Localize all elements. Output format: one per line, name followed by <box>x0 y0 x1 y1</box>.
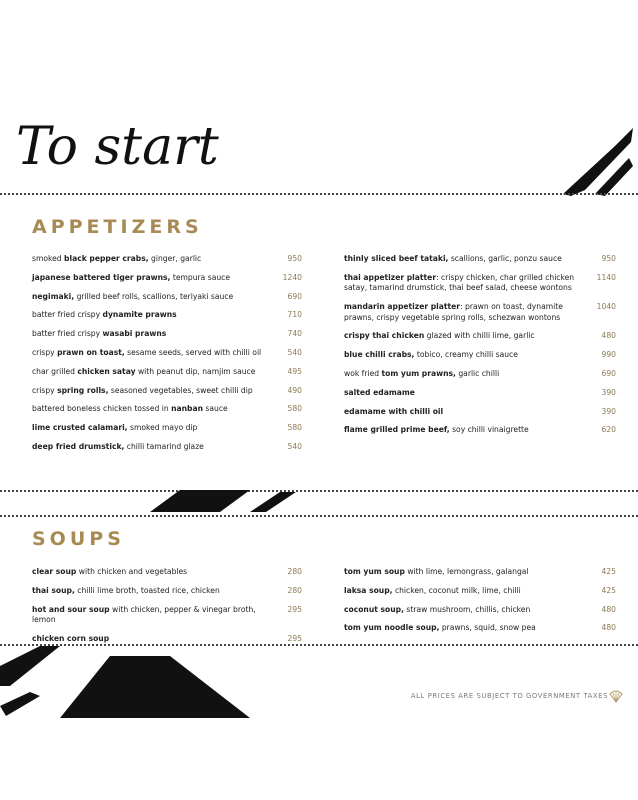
menu-item-prefix: smoked <box>32 254 65 263</box>
menu-item-description <box>32 586 278 597</box>
menu-item <box>344 254 616 265</box>
menu-item-description <box>32 605 278 626</box>
menu-item-suffix: prawns, squid, snow pea <box>439 623 536 633</box>
menu-item-name: thinly sliced beef tataki, <box>344 254 449 263</box>
menu-item-price: 540 <box>287 441 302 451</box>
menu-item <box>344 623 616 634</box>
menu-item-suffix: glazed with chilli lime, garlic <box>424 331 535 341</box>
menu-item-price: 1240 <box>282 272 302 282</box>
menu-item-suffix: garlic chilli <box>455 368 500 378</box>
menu-item <box>32 634 302 645</box>
menu-item <box>344 331 616 342</box>
menu-item-name: salted edamame <box>344 387 415 397</box>
menu-item-name: coconut soup, <box>344 604 404 614</box>
menu-item-name: hot and sour soup <box>32 604 110 614</box>
divider-top <box>0 193 638 195</box>
menu-item-suffix: ginger, garlic <box>148 254 202 263</box>
menu-item-prefix: batter fried crispy <box>32 329 103 339</box>
appetizers-title: APPETIZERS <box>32 216 203 238</box>
menu-item-price: 295 <box>287 633 302 643</box>
menu-item-price: 390 <box>601 387 616 397</box>
menu-item-suffix: with lime, lemongrass, galangal <box>404 567 529 576</box>
menu-item-name: flame grilled prime beef, <box>344 425 450 435</box>
menu-item-description <box>32 386 278 397</box>
menu-item-name: tom yum noodle soup, <box>344 623 440 633</box>
soups-right-column <box>344 567 616 642</box>
menu-item-price: 390 <box>601 406 616 416</box>
menu-item-price: 540 <box>287 347 302 357</box>
menu-item-price: 620 <box>601 425 616 435</box>
menu-item <box>344 605 616 616</box>
menu-item-suffix: straw mushroom, chillis, chicken <box>404 604 531 614</box>
menu-item-description <box>344 623 592 634</box>
menu-item-prefix: wok fried <box>344 368 382 378</box>
menu-item-suffix: with peanut dip, namjim sauce <box>135 366 256 376</box>
menu-item <box>32 348 302 359</box>
menu-item <box>344 407 616 418</box>
menu-item-name: edamame with chilli oil <box>344 406 444 416</box>
menu-item-price: 950 <box>287 254 302 263</box>
appetizers-right-column <box>344 254 616 444</box>
menu-item-description <box>32 367 278 378</box>
menu-item-description <box>32 348 278 359</box>
menu-item-name: dynamite prawns <box>102 310 177 320</box>
menu-item <box>32 273 302 284</box>
menu-item-suffix: soy chilli vinaigrette <box>449 425 529 435</box>
menu-item-description <box>344 425 592 436</box>
menu-item-name: japanese battered tiger prawns, <box>32 272 171 282</box>
menu-item-price: 710 <box>287 310 302 320</box>
menu-item-name: blue chilli crabs, <box>344 350 415 360</box>
menu-item-suffix: with chicken and vegetables <box>76 567 188 576</box>
menu-item-description <box>344 350 592 361</box>
menu-item <box>344 425 616 436</box>
menu-item-price: 1040 <box>596 302 616 312</box>
menu-item-description <box>344 407 592 418</box>
menu-item-name: wasabi prawns <box>102 329 167 339</box>
menu-item <box>32 404 302 415</box>
menu-item-name: crispy thai chicken <box>344 331 425 341</box>
appetizers-left-column <box>32 254 302 461</box>
menu-item-suffix: smoked mayo dip <box>127 423 198 433</box>
menu-item-price: 280 <box>287 567 302 576</box>
menu-item-name: prawn on toast, <box>57 347 125 357</box>
menu-item-prefix: crispy <box>32 385 58 395</box>
menu-item-price: 480 <box>601 604 616 614</box>
menu-item <box>32 367 302 378</box>
menu-item <box>344 388 616 399</box>
menu-item-suffix: chilli lime broth, toasted rice, chicken <box>74 585 220 595</box>
menu-item-price: 690 <box>287 291 302 301</box>
menu-item-price: 425 <box>601 567 616 576</box>
menu-item-name: negimaki, <box>32 291 75 301</box>
menu-item-description <box>32 567 278 578</box>
menu-item-price: 480 <box>601 331 616 341</box>
menu-item <box>344 369 616 380</box>
menu-item-name: tom yum soup <box>344 567 405 576</box>
menu-item-prefix: char grilled <box>32 366 78 376</box>
menu-item-price: 480 <box>601 623 616 633</box>
menu-item <box>32 442 302 453</box>
menu-item-description <box>344 273 592 294</box>
menu-item-suffix: sauce <box>203 404 228 414</box>
menu-item-description <box>344 388 592 399</box>
menu-item-name: thai soup, <box>32 585 75 595</box>
menu-item-price: 690 <box>601 368 616 378</box>
menu-item-description <box>32 404 278 415</box>
menu-item-price: 580 <box>287 423 302 433</box>
menu-item-description <box>344 302 592 323</box>
menu-item-description <box>32 292 278 303</box>
menu-item-suffix: sesame seeds, served with chilli oil <box>124 347 262 357</box>
menu-item-description <box>32 310 278 321</box>
menu-item-name: spring rolls, <box>57 385 109 395</box>
menu-item-suffix: scallions, garlic, ponzu sauce <box>448 254 562 263</box>
divider-middle <box>0 490 638 492</box>
menu-item-suffix: chicken, coconut milk, lime, chilli <box>392 585 521 595</box>
menu-item-price: 1140 <box>596 272 616 282</box>
menu-item-prefix: crispy <box>32 347 58 357</box>
menu-item-prefix: batter fried crispy <box>32 310 103 320</box>
soups-title: SOUPS <box>32 528 125 550</box>
to-start-script-title <box>12 112 312 182</box>
menu-item <box>32 423 302 434</box>
menu-item-suffix: seasoned vegetables, sweet chilli dip <box>108 385 253 395</box>
brush-stroke-bottom <box>0 646 270 718</box>
menu-item <box>32 254 302 265</box>
menu-item-price: 740 <box>287 329 302 339</box>
brush-stroke-middle <box>150 488 300 514</box>
menu-item-price: 950 <box>601 254 616 263</box>
menu-item-description <box>32 273 278 284</box>
menu-item-description <box>32 254 278 265</box>
brush-stroke-top <box>555 118 635 198</box>
menu-item-suffix: with chicken, pepper & vinegar broth, lemon <box>32 604 256 625</box>
menu-item <box>32 386 302 397</box>
menu-item-description <box>344 331 592 342</box>
menu-item-suffix: tempura sauce <box>170 272 231 282</box>
menu-item-name: chicken satay <box>77 366 136 376</box>
menu-item-suffix: chilli tamarind glaze <box>124 441 204 451</box>
menu-item-name: lime crusted calamari, <box>32 423 128 433</box>
menu-item-name: thai appetizer platter <box>344 272 437 282</box>
menu-item-description <box>344 369 592 380</box>
divider-middle-lower <box>0 515 638 517</box>
menu-item <box>32 605 302 626</box>
menu-item-name: laksa soup, <box>344 585 393 595</box>
menu-item-prefix: battered boneless chicken tossed in <box>32 404 172 414</box>
soups-left-column <box>32 567 302 653</box>
menu-item <box>344 586 616 597</box>
menu-item <box>344 350 616 361</box>
menu-item <box>32 329 302 340</box>
title-text: To start <box>16 117 219 177</box>
menu-item-description <box>32 423 278 434</box>
menu-item-price: 495 <box>287 366 302 376</box>
menu-item-price: 990 <box>601 350 616 360</box>
menu-item-name: nanban <box>171 404 204 414</box>
menu-item-price: 280 <box>287 585 302 595</box>
menu-item-description <box>32 634 278 645</box>
menu-item <box>32 567 302 578</box>
menu-item-price: 580 <box>287 404 302 414</box>
menu-item-name: mandarin appetizer platter <box>344 302 461 312</box>
tax-note: ALL PRICES ARE SUBJECT TO GOVERNMENT TAXES <box>410 692 608 700</box>
menu-item-suffix: : crispy chicken, char grilled chicken satay, tamarind drumstick, thai beef salad, cheese wontons <box>344 272 575 293</box>
menu-item <box>32 586 302 597</box>
menu-item-description <box>32 442 278 453</box>
menu-item-description <box>344 586 592 597</box>
menu-item-description <box>32 329 278 340</box>
menu-item-price: 425 <box>601 585 616 595</box>
menu-item-suffix: grilled beef rolls, scallions, teriyaki sauce <box>74 291 234 301</box>
menu-item-name: clear soup <box>32 567 77 576</box>
menu-item-suffix: tobico, creamy chilli sauce <box>414 350 518 360</box>
menu-item-price: 490 <box>287 385 302 395</box>
menu-item-name: deep fried drumstick, <box>32 441 125 451</box>
menu-item <box>32 310 302 321</box>
shell-icon <box>608 688 624 704</box>
menu-item-price: 295 <box>287 604 302 614</box>
menu-item-description <box>344 567 592 578</box>
menu-item-suffix: : prawn on toast, dynamite prawns, crispy vegetable spring rolls, schezwan wontons <box>344 302 563 322</box>
menu-item-name: black pepper crabs, <box>64 254 149 263</box>
menu-item-description <box>344 254 592 265</box>
menu-item-name: tom yum prawns, <box>381 368 456 378</box>
menu-item-description <box>344 605 592 616</box>
menu-item <box>32 292 302 303</box>
menu-item <box>344 273 616 294</box>
menu-item <box>344 302 616 323</box>
menu-item <box>344 567 616 578</box>
menu-item-name: chicken corn soup <box>32 633 110 643</box>
